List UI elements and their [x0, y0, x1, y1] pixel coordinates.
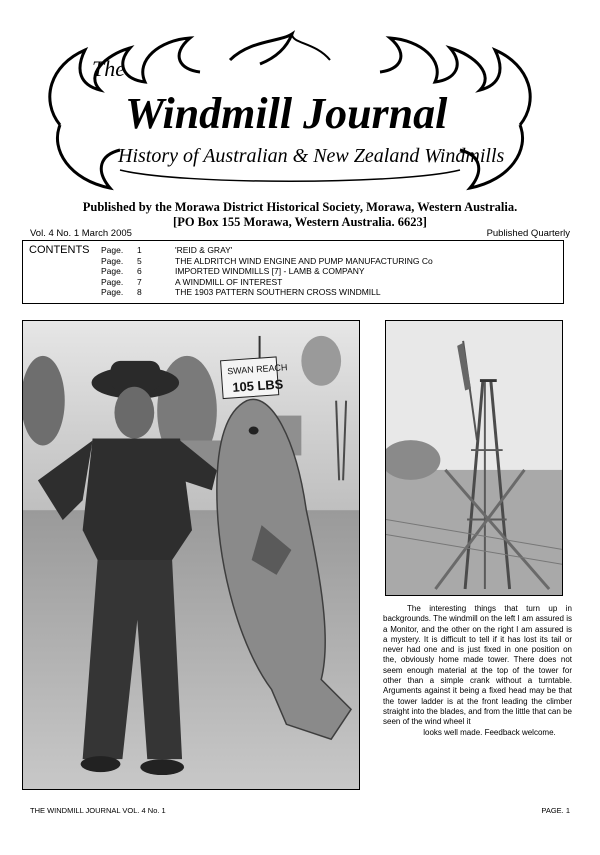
- caption-last-line: looks well made. Feedback welcome.: [423, 727, 556, 737]
- issue-line: [30, 228, 570, 239]
- masthead: [30, 30, 550, 200]
- masthead-logo: [30, 30, 550, 200]
- contents-label: CONTENTS: [29, 244, 90, 256]
- contents-list: [101, 245, 433, 298]
- issue-frequency: Published Quarterly: [486, 228, 570, 239]
- contents-page-label: Page.: [101, 287, 124, 297]
- contents-page-number: 1: [137, 245, 142, 255]
- contents-page-number: 5: [137, 255, 142, 266]
- contents-page-label: Page.: [101, 276, 124, 287]
- photo-caption: [383, 604, 572, 738]
- contents-title: IMPORTED WINDMILLS [7] - LAMB & COMPANY: [175, 266, 365, 276]
- publisher-block: [0, 200, 600, 230]
- fish-sign-line-2: 105 LBS: [231, 376, 284, 395]
- masthead-the: The: [92, 56, 125, 81]
- contents-item[interactable]: [101, 287, 433, 298]
- contents-page-label: Page.: [101, 266, 124, 276]
- contents-title: THE ALDRITCH WIND ENGINE AND PUMP MANUFACTURING Co: [175, 255, 433, 266]
- contents-title: A WINDMILL OF INTEREST: [175, 276, 283, 287]
- page-footer: [30, 806, 570, 815]
- contents-item[interactable]: [101, 277, 433, 288]
- masthead-title: Windmill Journal: [125, 89, 448, 138]
- contents-page-label: Page.: [101, 255, 124, 266]
- fish-sign-line-1: SWAN REACH: [226, 362, 288, 377]
- contents-box: [22, 240, 564, 304]
- issue-volume: Vol. 4 No. 1 March 2005: [30, 228, 132, 239]
- windmill-photo-image: [386, 321, 562, 595]
- contents-title: 'REID & GRAY': [175, 245, 233, 255]
- photo-man-with-fish: [22, 320, 360, 790]
- contents-title: THE 1903 PATTERN SOUTHERN CROSS WINDMILL: [175, 287, 381, 297]
- contents-item[interactable]: [101, 256, 433, 267]
- contents-item[interactable]: [101, 245, 433, 256]
- contents-page-number: 7: [137, 276, 142, 287]
- footer-page: PAGE. 1: [541, 806, 570, 815]
- photo-windmill-towers: [385, 320, 563, 596]
- contents-item[interactable]: [101, 266, 433, 277]
- publisher-line-2: [PO Box 155 Morawa, Western Australia. 6623]: [173, 215, 427, 229]
- contents-page-number: 6: [137, 266, 142, 276]
- caption-body: The interesting things that turn up in backgrounds. The windmill on the left I am assured is a Monitor, and the other on the right I am assured is a mystery. It is difficult to tell if it has lost its tail or never had one and is just fixed in one position on the, obviously home made tower. There does not seem enough material at the top of the tower for other than a simple crank without a turntable. Arguments against it being a fixed head may be that the tower ladder is at the front leading the climber straight into the blades, and from the little that can be seen of the wind wheel it: [383, 604, 572, 727]
- contents-page-number: 8: [137, 287, 142, 297]
- publisher-line-1: Published by the Morawa District Historical Society, Morawa, Western Australia.: [82, 200, 518, 214]
- masthead-subtitle: History of Australian & New Zealand Windmills: [118, 145, 505, 167]
- fish-photo-image: [23, 321, 359, 789]
- contents-page-label: Page.: [101, 245, 124, 255]
- footer-journal: THE WINDMILL JOURNAL VOL. 4 No. 1: [30, 806, 166, 815]
